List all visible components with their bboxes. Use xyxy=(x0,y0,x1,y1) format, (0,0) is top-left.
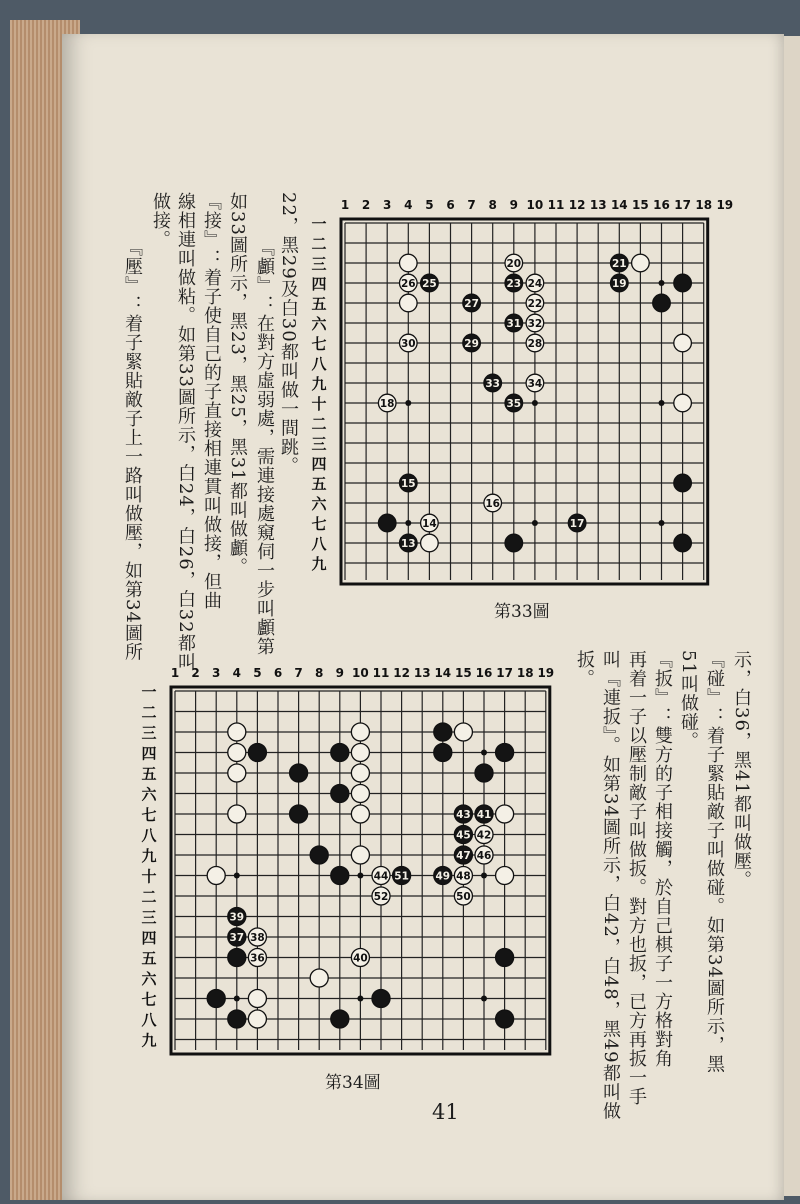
column-label: 4 xyxy=(232,666,241,680)
column-label: 16 xyxy=(475,666,493,680)
stone-number: 31 xyxy=(506,318,522,330)
row-label: 一 xyxy=(311,215,327,233)
white-stone xyxy=(351,723,369,741)
text-line: 『顱』：在對方虛弱處，需連接處窺伺一步叫顱第 xyxy=(254,238,275,656)
row-label: 九 xyxy=(311,555,327,573)
column-label: 13 xyxy=(413,666,431,680)
black-stone xyxy=(290,764,308,782)
stone-number: 27 xyxy=(464,298,479,310)
star-point xyxy=(234,873,240,879)
black-stone xyxy=(331,1010,349,1028)
white-stone xyxy=(248,989,266,1007)
stone-number: 50 xyxy=(456,891,471,903)
column-label: 2 xyxy=(361,198,371,212)
white-stone xyxy=(248,1010,266,1028)
row-label: 三 xyxy=(311,255,327,273)
stone-number: 13 xyxy=(400,538,416,550)
star-point xyxy=(357,873,363,879)
white-stone xyxy=(351,764,369,782)
figure-34-caption: 第34圖 xyxy=(325,1073,381,1093)
text-line: 叫『連扳』。如第34圖所示，白42，白48，黑49都叫做 xyxy=(600,650,621,1121)
row-label: 七 xyxy=(311,335,327,353)
row-label: 九 xyxy=(141,1031,157,1050)
row-label: 四 xyxy=(311,455,327,473)
text-line: 做接。 xyxy=(150,192,171,249)
column-label: 15 xyxy=(632,198,649,212)
black-stone xyxy=(496,948,514,966)
column-label: 1 xyxy=(340,198,350,212)
black-stone xyxy=(496,743,514,761)
row-label: 一 xyxy=(141,683,157,701)
stone-number: 35 xyxy=(506,398,522,410)
column-label: 18 xyxy=(516,666,534,680)
star-point xyxy=(481,873,487,879)
column-label: 5 xyxy=(253,666,262,680)
stone-number: 32 xyxy=(527,318,543,330)
column-label: 19 xyxy=(537,666,555,680)
column-label: 8 xyxy=(488,198,497,212)
row-label: 四 xyxy=(141,929,157,947)
row-label: 二 xyxy=(311,235,327,253)
black-stone xyxy=(434,723,452,741)
black-stone xyxy=(475,764,493,782)
stone-number: 29 xyxy=(464,338,479,350)
row-label: 四 xyxy=(141,744,157,763)
stone-number: 14 xyxy=(422,518,437,530)
column-label: 7 xyxy=(294,666,303,680)
white-stone xyxy=(207,866,225,884)
stone-number: 41 xyxy=(476,809,492,821)
column-label: 16 xyxy=(653,198,670,212)
row-label: 七 xyxy=(311,515,327,533)
black-stone xyxy=(228,1010,246,1028)
text-line: 線相連叫做粘。如第33圖所示，白24，白26，白32都叫 xyxy=(175,192,196,672)
stone-number: 21 xyxy=(611,258,627,270)
stone-number: 30 xyxy=(400,338,416,350)
stone-number: 46 xyxy=(476,850,492,862)
row-label: 三 xyxy=(141,908,157,927)
text-line: 『碰』：着子緊貼敵子叫做碰。如第34圖所示，黑 xyxy=(704,650,725,1074)
column-label: 9 xyxy=(335,666,344,680)
black-stone xyxy=(248,743,266,761)
column-label: 14 xyxy=(434,666,452,680)
stone-number: 33 xyxy=(485,378,501,390)
row-label: 三 xyxy=(311,435,327,453)
black-stone xyxy=(496,1010,514,1028)
stone-number: 34 xyxy=(527,378,543,390)
text-line: 『扳』：雙方的子相接觸，於自己棋子一方格對角 xyxy=(652,650,673,1068)
row-label: 四 xyxy=(311,275,327,293)
text-line: 扳。 xyxy=(574,650,595,688)
row-label: 二 xyxy=(311,415,327,433)
column-label: 6 xyxy=(446,198,455,212)
stone-number: 15 xyxy=(400,478,416,490)
white-stone xyxy=(496,866,514,884)
row-label: 三 xyxy=(141,724,157,742)
column-label: 17 xyxy=(674,198,691,212)
stone-number: 36 xyxy=(250,952,265,965)
stone-number: 24 xyxy=(527,278,543,290)
black-stone xyxy=(331,866,349,884)
row-label: 六 xyxy=(311,495,327,513)
text-line: 『壓』：着子緊貼敵子上一路叫做壓，如第34圖所 xyxy=(122,238,143,662)
stone-number: 40 xyxy=(353,952,368,965)
column-label: 11 xyxy=(372,666,390,680)
row-label: 五 xyxy=(311,475,327,493)
row-label: 九 xyxy=(311,375,327,393)
star-point xyxy=(481,996,487,1002)
stone-number: 28 xyxy=(527,338,543,350)
black-stone xyxy=(228,948,246,966)
white-stone xyxy=(351,846,369,864)
text-line: 22，黑29及白30都叫做一間跳。 xyxy=(278,192,299,476)
column-label: 12 xyxy=(568,198,586,212)
column-label: 13 xyxy=(589,198,607,212)
black-stone xyxy=(290,805,308,823)
stone-number: 47 xyxy=(456,850,471,862)
row-label: 九 xyxy=(141,847,157,865)
row-label: 七 xyxy=(141,806,157,824)
column-label: 19 xyxy=(716,198,734,212)
stone-number: 43 xyxy=(456,809,471,821)
text-line: 再着一子以壓制敵子叫做扳。對方也扳，已方再扳一手 xyxy=(626,650,647,1106)
stone-number: 18 xyxy=(379,398,395,410)
row-label: 六 xyxy=(311,315,327,333)
text-line: 示，白36，黑41都叫做壓。 xyxy=(731,650,752,890)
stone-number: 42 xyxy=(476,829,492,842)
column-label: 18 xyxy=(695,198,713,212)
white-stone xyxy=(228,764,246,782)
row-label: 十 xyxy=(141,867,157,886)
column-label: 17 xyxy=(496,666,513,680)
white-stone xyxy=(228,723,246,741)
stone-number: 26 xyxy=(400,278,416,290)
stone-number: 19 xyxy=(611,278,627,290)
row-label: 二 xyxy=(141,703,157,722)
row-label: 五 xyxy=(141,949,157,968)
row-label: 六 xyxy=(141,785,157,804)
stone-number: 17 xyxy=(569,518,585,530)
white-stone xyxy=(496,805,514,823)
stone-number: 20 xyxy=(506,258,522,270)
column-label: 3 xyxy=(383,198,392,212)
black-stone xyxy=(331,743,349,761)
column-label: 9 xyxy=(509,198,518,212)
text-line: 51叫做碰。 xyxy=(678,650,699,751)
column-label: 1 xyxy=(170,666,180,680)
stone-number: 51 xyxy=(394,870,409,883)
stone-number: 44 xyxy=(373,870,389,883)
row-label: 五 xyxy=(311,295,327,313)
stone-number: 38 xyxy=(250,932,265,944)
stone-number: 39 xyxy=(229,911,245,924)
stone-number: 45 xyxy=(456,829,471,842)
row-label: 五 xyxy=(141,765,157,783)
star-point xyxy=(357,996,363,1002)
stone-number: 23 xyxy=(506,278,522,290)
row-label: 八 xyxy=(141,826,157,845)
black-stone xyxy=(372,989,390,1007)
page-number: 41 xyxy=(432,1100,459,1124)
white-stone xyxy=(310,969,328,987)
text-line: 如33圖所示，黑23，黑25，黑31都叫做顱。 xyxy=(227,192,248,577)
column-label: 4 xyxy=(404,198,413,212)
stone-number: 48 xyxy=(456,870,471,883)
black-stone xyxy=(207,989,225,1007)
black-stone xyxy=(331,784,349,802)
star-point xyxy=(481,750,487,756)
figure-33-caption: 第33圖 xyxy=(494,602,550,622)
row-label: 八 xyxy=(311,355,327,373)
stone-number: 22 xyxy=(527,298,543,310)
white-stone xyxy=(454,723,472,741)
column-label: 12 xyxy=(393,666,410,680)
column-label: 15 xyxy=(455,666,472,680)
row-label: 七 xyxy=(141,990,157,1009)
stone-number: 52 xyxy=(373,891,389,903)
star-point xyxy=(234,996,240,1002)
column-label: 2 xyxy=(191,666,200,680)
column-label: 8 xyxy=(315,666,324,680)
white-stone xyxy=(351,805,369,823)
row-label: 二 xyxy=(141,888,157,906)
stone-number: 25 xyxy=(422,278,437,290)
white-stone xyxy=(228,805,246,823)
column-label: 3 xyxy=(212,666,221,680)
column-label: 10 xyxy=(352,666,369,680)
column-label: 7 xyxy=(467,198,476,212)
white-stone xyxy=(351,784,369,802)
column-label: 6 xyxy=(273,666,283,680)
column-label: 10 xyxy=(526,198,544,212)
column-label: 14 xyxy=(610,198,628,212)
stone-number: 16 xyxy=(485,498,501,510)
text-line: 『接』：着子使自己的子直接相連貫叫做接，但曲 xyxy=(201,192,222,610)
row-label: 十 xyxy=(311,395,327,413)
column-label: 11 xyxy=(547,198,565,212)
white-stone xyxy=(351,743,369,761)
white-stone xyxy=(228,743,246,761)
column-label: 5 xyxy=(425,198,434,212)
black-stone xyxy=(434,743,452,761)
row-label: 六 xyxy=(141,970,157,988)
stone-number: 37 xyxy=(229,932,245,944)
stone-number: 49 xyxy=(435,870,451,883)
row-label: 八 xyxy=(311,535,327,553)
row-label: 八 xyxy=(141,1011,157,1029)
black-stone xyxy=(310,846,328,864)
